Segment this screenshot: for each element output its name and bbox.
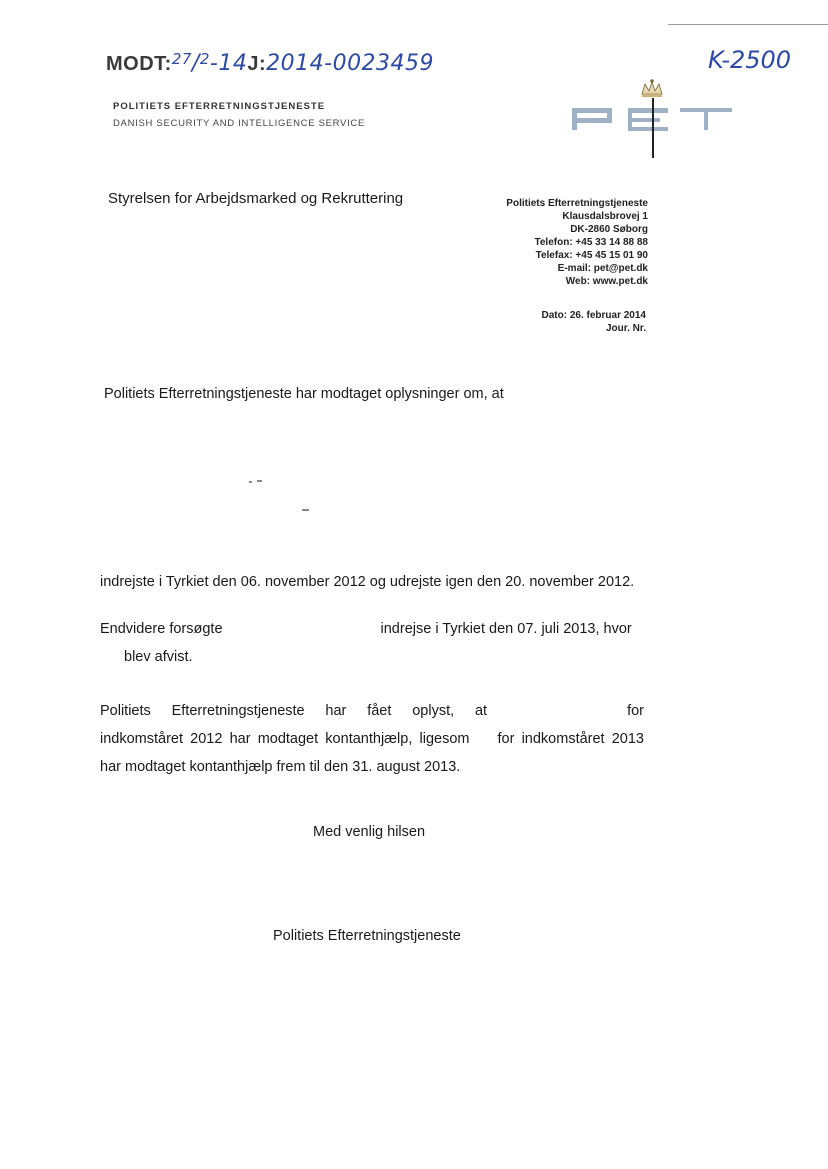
signature: Politiets Efterretningstjeneste bbox=[273, 928, 461, 944]
sender-email: E-mail: pet@pet.dk bbox=[557, 263, 648, 274]
sender-street: Klausdalsbrovej 1 bbox=[562, 211, 648, 222]
recipient: Styrelsen for Arbejdsmarked og Rekruttering bbox=[108, 190, 404, 207]
stamp-handwritten-date: $^{27}$/$^2$-14 bbox=[171, 50, 248, 76]
benefits-paragraph: Politiets Efterretningstjeneste har fået oplyst, at for indkomståret 2012 har modtaget kontanthjælp, ligesom for indkomståret 2013 har modtaget kontanthjælp frem til den 31. august 2013. bbox=[100, 703, 645, 775]
scan-speck bbox=[257, 480, 262, 482]
attempt-paragraph: Endvidere forsøgte indrejse i Tyrkiet den 07. juli 2013, hvor blev afvist. bbox=[100, 621, 632, 665]
org-name-danish: POLITIETS EFTERRETNINGSTJENESTE bbox=[113, 101, 326, 112]
pet-logo bbox=[568, 78, 738, 165]
intro-paragraph: Politiets Efterretningstjeneste har modtaget oplysninger om, at bbox=[104, 386, 504, 402]
sender-fax: Telefax: +45 45 15 01 90 bbox=[535, 250, 648, 261]
stamp-journal-label: J: bbox=[247, 53, 267, 75]
handwritten-reference: K-2500 bbox=[708, 46, 792, 74]
sender-address bbox=[506, 197, 648, 288]
sender-web: Web: www.pet.dk bbox=[565, 276, 648, 287]
greeting: Med venlig hilsen bbox=[313, 824, 426, 840]
crown-icon bbox=[642, 79, 662, 97]
stamp-journal-number: 2014-0023459 bbox=[266, 51, 435, 76]
sender-name: Politiets Efterretningstjeneste bbox=[506, 198, 648, 209]
org-name-english: DANISH SECURITY AND INTELLIGENCE SERVICE bbox=[113, 118, 366, 129]
scan-speck bbox=[249, 481, 252, 483]
scan-edge-line bbox=[668, 24, 828, 25]
sender-city: DK-2860 Søborg bbox=[570, 224, 648, 235]
journal-line: Jour. Nr. bbox=[605, 323, 646, 334]
received-stamp bbox=[106, 50, 434, 76]
date-line: Dato: 26. februar 2014 bbox=[541, 310, 646, 321]
stamp-prefix: MODT: bbox=[106, 53, 172, 75]
date-block bbox=[542, 309, 647, 335]
travel-paragraph: indrejste i Tyrkiet den 06. november 2012 og udrejste igen den 20. november 2012. bbox=[100, 574, 635, 590]
scan-speck bbox=[302, 509, 309, 511]
sender-phone: Telefon: +45 33 14 88 88 bbox=[534, 237, 648, 248]
